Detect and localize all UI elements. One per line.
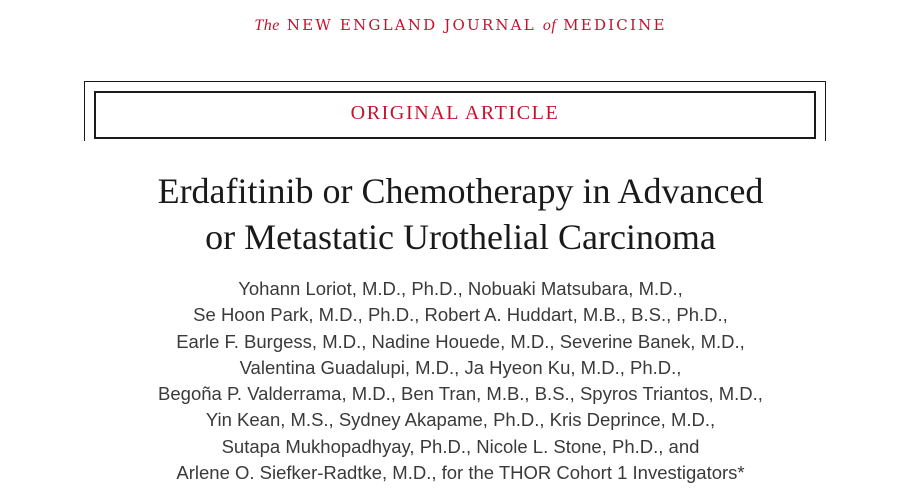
title-line: or Metastatic Urothelial Carcinoma [205, 217, 716, 257]
author-line: Valentina Guadalupi, M.D., Ja Hyeon Ku, M.D., Ph.D., [239, 356, 682, 378]
masthead-of: of [542, 17, 557, 34]
author-line: Begoña P. Valderrama, M.D., Ben Tran, M.B., B.S., Spyros Triantos, M.D., [158, 383, 763, 405]
author-line: Yin Kean, M.S., Sydney Akapame, Ph.D., Kris Deprince, M.D., [205, 409, 716, 431]
journal-masthead [0, 16, 921, 35]
masthead-medicine: MEDICINE [563, 16, 667, 34]
masthead-journal-name: NEW ENGLAND JOURNAL [286, 16, 536, 34]
title-line: Erdafitinib or Chemotherapy in Advanced [157, 171, 764, 211]
author-line: Earle F. Burgess, M.D., Nadine Houede, M.D., Severine Banek, M.D., [176, 330, 745, 352]
author-line: Sutapa Mukhopadhyay, Ph.D., Nicole L. Stone, Ph.D., and [221, 435, 700, 457]
section-label: ORIGINAL ARTICLE [350, 102, 560, 124]
author-line: Yohann Loriot, M.D., Ph.D., Nobuaki Matsubara, M.D., [238, 278, 683, 299]
author-line: Arlene O. Siefker-Radtke, M.D., for the THOR Cohort 1 Investigators* [176, 462, 745, 484]
masthead-the: The [254, 17, 280, 34]
article-title [0, 168, 921, 260]
author-line: Se Hoon Park, M.D., Ph.D., Robert A. Huddart, M.B., B.S., Ph.D., [193, 304, 728, 326]
author-list [0, 276, 921, 486]
